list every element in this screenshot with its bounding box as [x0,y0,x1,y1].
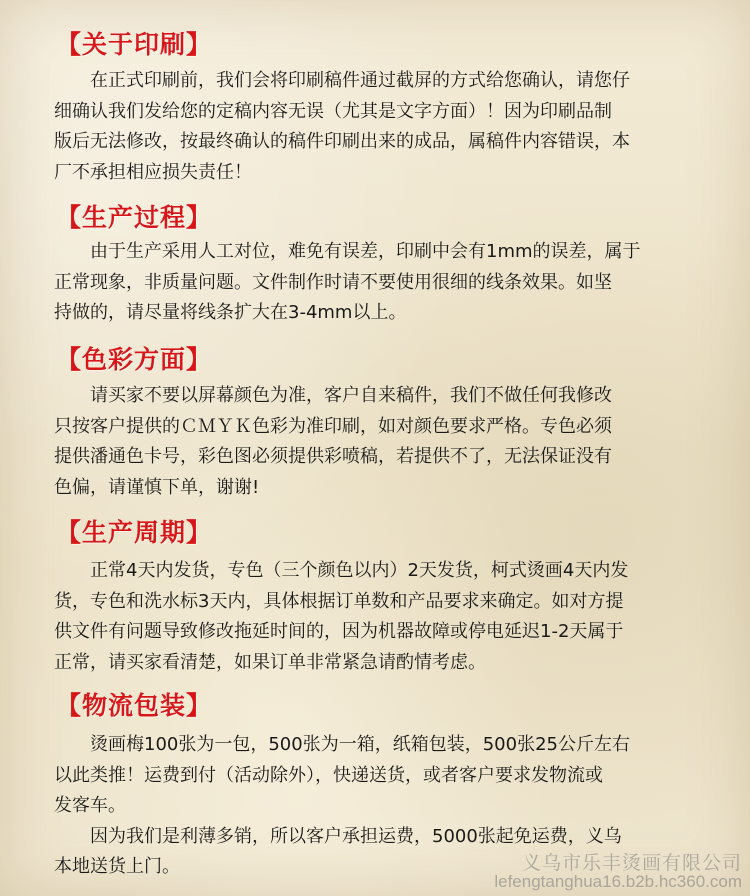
text-line: 色偏，请谨慎下单，谢谢! [54,476,260,498]
text-line: 请买家不要以屏幕颜色为准，客户自来稿件，我们不做任何我修改 [90,385,612,406]
text-line: 持做的，请尽量将线条扩大在3-4mm以上。 [54,302,407,323]
watermark-company: 义乌市乐丰烫画有限公司 [521,852,742,874]
text-line: 正常，请买家看清楚，如果订单非常紧急请酌情考虑。 [54,651,486,673]
text-line: 货，专色和洗水标3天内，具体根据订单数和产品要求来确定。如对方提 [54,590,624,612]
text-line: 厂不承担相应损失责任！ [54,161,252,183]
text-line: 细确认我们发给您的定稿内容无误（尤其是文字方面）！因为印刷品制 [54,100,612,122]
text-line: 发客车。 [54,795,126,816]
section-title-production-process: 【生产过程】 [56,203,213,232]
text-line: 正常现象，非质量问题。文件制作时请不要使用很细的线条效果。如坚 [54,271,612,293]
text-line: 只按客户提供的ＣＭＹＫ色彩为准印刷，如对颜色要求严格。专色必须 [54,415,612,437]
section-body-printing [54,66,699,188]
section-body-production-process [54,237,699,329]
section-body-production-cycle [54,556,699,678]
text-line: 因为我们是利薄多销，所以客户承担运费，5000张起免运费，义乌 [90,825,622,847]
text-line: 本地送货上门。 [54,856,180,877]
text-line: 提供潘通色卡号，彩色图必须提供彩喷稿，若提供不了，无法保证没有 [54,446,612,467]
watermark-url: lefengtanghua16.b2b.hc360.com [494,872,742,891]
text-line: 正常4天内发货，专色（三个颜色以内）2天发货，柯式烫画4天内发 [90,560,629,581]
text-line: 在正式印刷前，我们会将印刷稿件通过截屏的方式给您确认，请您仔 [90,70,630,91]
section-title-logistics: 【物流包装】 [56,691,213,720]
section-title-production-cycle: 【生产周期】 [56,518,213,547]
text-line: 版后无法修改，按最终确认的稿件印刷出来的成品，属稿件内容错误，本 [54,131,630,152]
section-title-printing: 【关于印刷】 [56,30,213,59]
text-line: 烫画梅100张为一包，500张为一箱，纸箱包装，500张25公斤左右 [90,734,630,755]
text-line: 以此类推！运费到付（活动除外），快递送货，或者客户要求发物流或 [54,764,603,786]
section-title-color: 【色彩方面】 [56,345,213,374]
text-line: 供文件有问题导致修改拖延时间的，因为机器故障或停电延迟1-2天属于 [54,621,624,642]
text-line: 由于生产采用人工对位，难免有误差，印刷中会有1mm的误差，属于 [90,241,641,262]
section-body-color [54,381,699,503]
